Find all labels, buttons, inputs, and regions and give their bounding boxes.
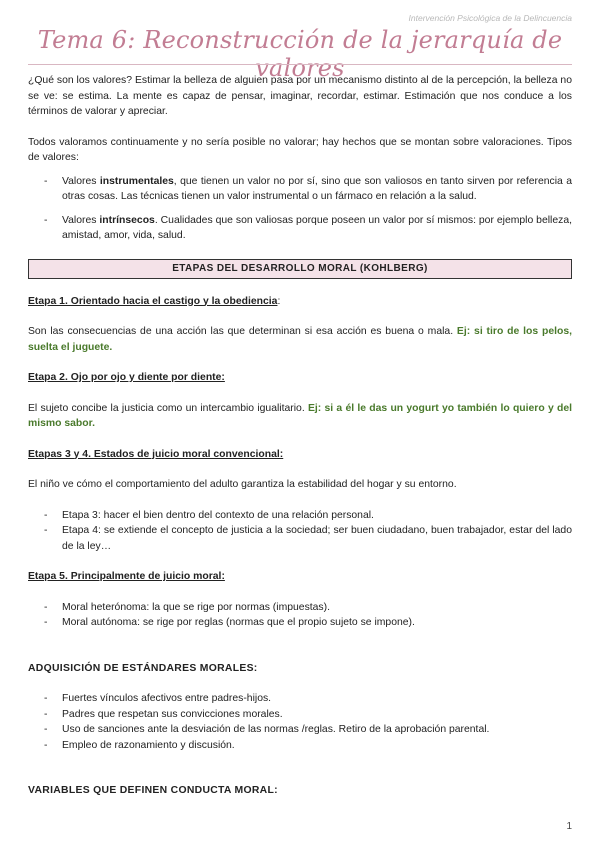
document-body xyxy=(28,73,572,799)
list-item: - Padres que respetan sus convicciones morales. xyxy=(28,707,572,723)
value-types-list-2 xyxy=(28,213,572,244)
stage-2-text: El sujeto concibe la justicia como un intercambio igualitario. Ej: si a él le das un yogurt yo también lo quiero y del mismo sabor. xyxy=(28,402,572,429)
list-item: - Uso de sanciones ante la desviación de las normas /reglas. Retiro de la aprobación parental. xyxy=(28,722,572,738)
stage-5-title: Etapa 5. Principalmente de juicio moral: xyxy=(28,571,225,582)
list-item: - Valores instrumentales, que tienen un valor no por sí, sino que son valiosos en tanto sirven por referencia a otras cosas. Las técnicas tienen un valor instrumental o un fármaco en relación a la salud. xyxy=(28,174,572,205)
list-item: - Etapa 4: se extiende el concepto de justicia a la sociedad; ser buen ciudadano, buen trabajador, estar del lado de la ley… xyxy=(28,523,572,554)
list-item: - Valores intrínsecos. Cualidades que son valiosas porque poseen un valor por sí mismos: por ejemplo belleza, amistad, amor, vida, salud. xyxy=(28,213,572,244)
page-title: Tema 6: Reconstrucción de la jerarquía de valores xyxy=(37,26,563,82)
value-types-list xyxy=(28,174,572,205)
stage-1-text: Son las consecuencias de una acción las que determinan si esa acción es buena o mala. Ej: si tiro de los pelos, suelta el juguete. xyxy=(28,326,572,353)
acquisition-heading: ADQUISICIÓN DE ESTÁNDARES MORALES: xyxy=(28,662,258,674)
intro-paragraph-2: Todos valoramos continuamente y no sería posible no valorar; hay hechos que se montan sobre valoraciones. Tipos de valores: xyxy=(28,136,572,163)
list-item: - Etapa 3: hacer el bien dentro del contexto de una relación personal. xyxy=(28,508,572,524)
list-item: - Moral autónoma: se rige por reglas (normas que el propio sujeto se impone). xyxy=(28,615,572,631)
stage-1-example: Ej: si tiro de los pelos, suelta el juguete. xyxy=(28,326,572,353)
list-item: - Empleo de razonamiento y discusión. xyxy=(28,738,572,754)
acquisition-list xyxy=(28,691,572,753)
title-divider xyxy=(28,64,572,65)
list-item: - Moral heterónoma: la que se rige por normas (impuestas). xyxy=(28,600,572,616)
stage-3-4-title: Etapas 3 y 4. Estados de juicio moral convencional: xyxy=(28,448,284,460)
page-number: 1 xyxy=(566,821,572,832)
variables-heading: VARIABLES QUE DEFINEN CONDUCTA MORAL: xyxy=(28,785,278,796)
stage-1-title: Etapa 1. Orientado hacia el castigo y la obediencia: xyxy=(28,295,281,307)
stage-5-list xyxy=(28,600,572,631)
list-item: - Fuertes vínculos afectivos entre padres-hijos. xyxy=(28,691,572,707)
stage-2-example: Ej: si a él le das un yogurt yo también lo quiero y del mismo sabor. xyxy=(28,402,572,429)
stage-3-4-list xyxy=(28,508,572,555)
intro-paragraph-1: ¿Qué son los valores? Estimar la belleza de alguien pasa por un mecanismo distinto al de la percepción, la belleza no se ve: se estima. La mente es capaz de pensar, imaginar, recordar, estimar. Estimación que nos conduce a los términos de valorar y apreciar. xyxy=(28,75,572,117)
stage-3-4-text: El niño ve cómo el comportamiento del adulto garantiza la estabilidad del hogar y su entorno. xyxy=(28,479,457,490)
section-header-kohlberg: ETAPAS DEL DESARROLLO MORAL (KOHLBERG) xyxy=(28,259,572,279)
header-subject: Intervención Psicológica de la Delincuencia xyxy=(408,13,572,23)
stage-2-title: Etapa 2. Ojo por ojo y diente por diente: xyxy=(28,372,225,383)
